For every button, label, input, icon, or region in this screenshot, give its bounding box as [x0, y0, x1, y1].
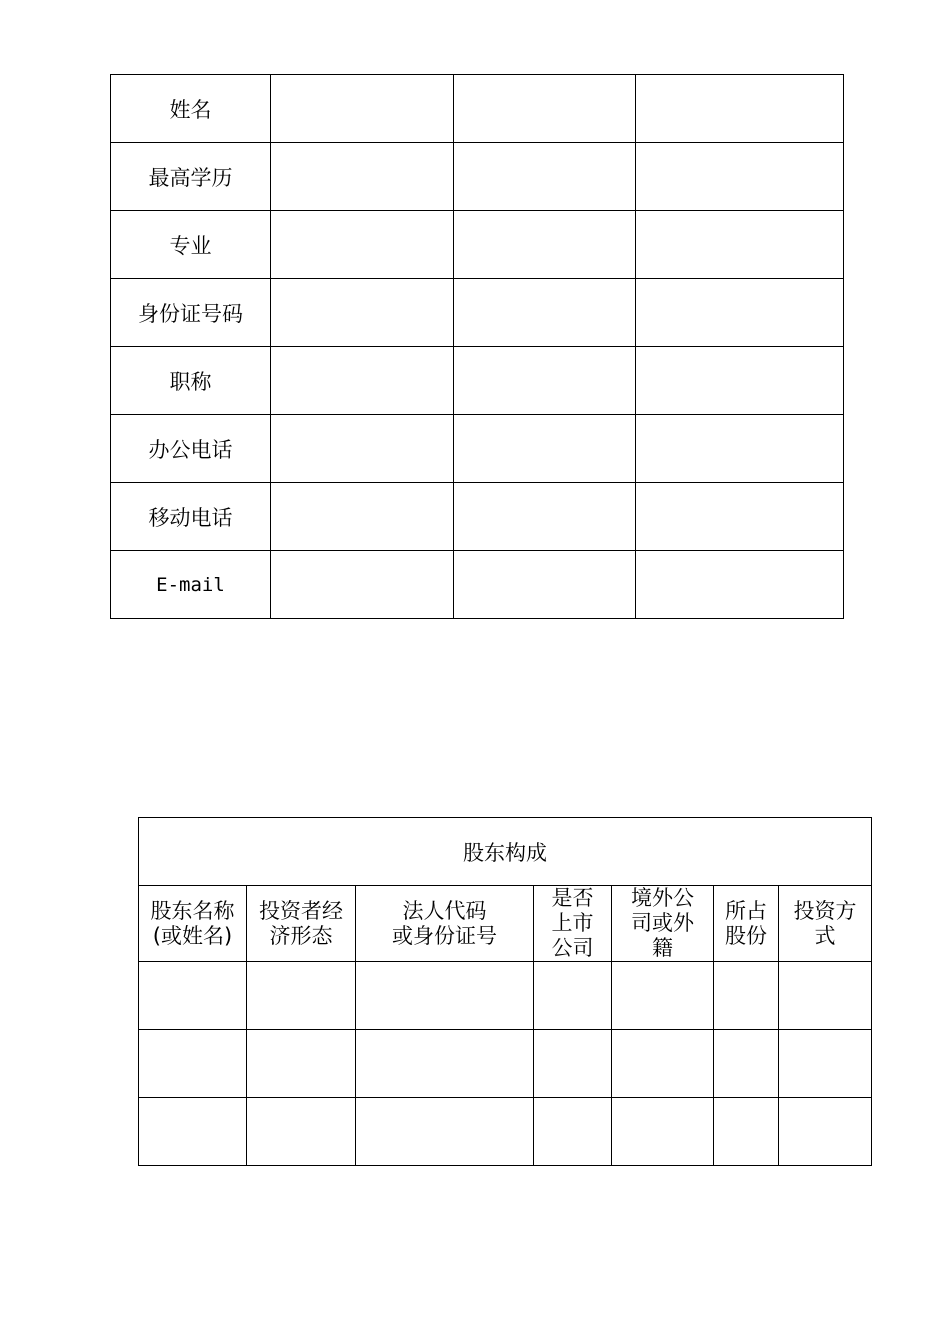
table-row-title: [111, 347, 844, 415]
row-label-professional-title: 职称: [111, 347, 271, 415]
row-label-office-phone: 办公电话: [111, 415, 271, 483]
header-shareholder-name: 股东名称 (或姓名): [139, 886, 247, 962]
email-cell-1[interactable]: [271, 551, 454, 619]
row-label-mobile-phone: 移动电话: [111, 483, 271, 551]
row-label-id-number: 身份证号码: [111, 279, 271, 347]
office-phone-cell-3[interactable]: [636, 415, 844, 483]
table-cell[interactable]: [779, 1098, 872, 1166]
education-cell-2[interactable]: [454, 143, 636, 211]
table-cell[interactable]: [612, 1098, 714, 1166]
professional-title-cell-1[interactable]: [271, 347, 454, 415]
table-cell[interactable]: [534, 962, 612, 1030]
office-phone-cell-1[interactable]: [271, 415, 454, 483]
professional-title-cell-2[interactable]: [454, 347, 636, 415]
table-title-row: [139, 818, 872, 886]
header-overseas-or-foreign: 境外公 司或外 籍: [612, 886, 714, 962]
table-header-row: [139, 886, 872, 962]
table-cell[interactable]: [714, 1030, 779, 1098]
table-cell[interactable]: [139, 962, 247, 1030]
email-cell-2[interactable]: [454, 551, 636, 619]
table-row-name: [111, 75, 844, 143]
name-cell-2[interactable]: [454, 75, 636, 143]
header-investor-economic-type: 投资者经 济形态: [247, 886, 356, 962]
table-cell[interactable]: [356, 962, 534, 1030]
table-cell[interactable]: [356, 1098, 534, 1166]
table-cell[interactable]: [779, 1030, 872, 1098]
professional-title-cell-3[interactable]: [636, 347, 844, 415]
id-number-cell-2[interactable]: [454, 279, 636, 347]
major-cell-1[interactable]: [271, 211, 454, 279]
table-row-id-number: [111, 279, 844, 347]
table-row-email: [111, 551, 844, 619]
table-cell[interactable]: [612, 1030, 714, 1098]
table-cell[interactable]: [247, 1030, 356, 1098]
table-cell[interactable]: [139, 1030, 247, 1098]
personnel-info-table: [110, 74, 844, 619]
header-investment-method: 投资方 式: [779, 886, 872, 962]
header-share-percentage: 所占 股份: [714, 886, 779, 962]
table-row-education: [111, 143, 844, 211]
table-cell[interactable]: [247, 962, 356, 1030]
mobile-phone-cell-2[interactable]: [454, 483, 636, 551]
header-is-listed-company: 是否 上市 公司: [534, 886, 612, 962]
major-cell-2[interactable]: [454, 211, 636, 279]
table-row-mobile-phone: [111, 483, 844, 551]
education-cell-3[interactable]: [636, 143, 844, 211]
table-cell[interactable]: [534, 1098, 612, 1166]
table-row-major: [111, 211, 844, 279]
id-number-cell-1[interactable]: [271, 279, 454, 347]
table-cell[interactable]: [356, 1030, 534, 1098]
office-phone-cell-2[interactable]: [454, 415, 636, 483]
table-cell[interactable]: [534, 1030, 612, 1098]
education-cell-1[interactable]: [271, 143, 454, 211]
table-cell[interactable]: [247, 1098, 356, 1166]
major-cell-3[interactable]: [636, 211, 844, 279]
table-title: 股东构成: [139, 818, 872, 886]
table-row-office-phone: [111, 415, 844, 483]
email-cell-3[interactable]: [636, 551, 844, 619]
table-row: [139, 962, 872, 1030]
table-cell[interactable]: [139, 1098, 247, 1166]
mobile-phone-cell-1[interactable]: [271, 483, 454, 551]
row-label-email: E-mail: [111, 551, 271, 619]
header-legal-code-or-id: 法人代码 或身份证号: [356, 886, 534, 962]
name-cell-3[interactable]: [636, 75, 844, 143]
table-row: [139, 1098, 872, 1166]
table-cell[interactable]: [612, 962, 714, 1030]
row-label-name: 姓名: [111, 75, 271, 143]
name-cell-1[interactable]: [271, 75, 454, 143]
row-label-education: 最高学历: [111, 143, 271, 211]
id-number-cell-3[interactable]: [636, 279, 844, 347]
table-row: [139, 1030, 872, 1098]
table-cell[interactable]: [714, 1098, 779, 1166]
table-cell[interactable]: [779, 962, 872, 1030]
row-label-major: 专业: [111, 211, 271, 279]
shareholder-composition-table: [138, 817, 872, 1166]
table-cell[interactable]: [714, 962, 779, 1030]
mobile-phone-cell-3[interactable]: [636, 483, 844, 551]
